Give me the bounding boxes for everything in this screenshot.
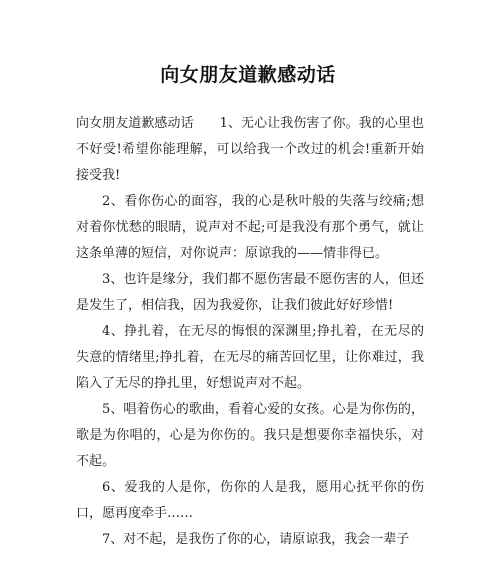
paragraph-text: 1、无心让我伤害了你。我的心里也不好受!希望你能理解，可以给我一个改过的机会!重新开始接受我! bbox=[76, 116, 424, 183]
document-title: 向女朋友道歉感动话 bbox=[160, 64, 336, 86]
paragraph-4: 4、挣扎着，在无尽的悔恨的深渊里;挣扎着，在无尽的失意的情绪里;挣扎着，在无尽的痛苦回忆里，让你难过，我陷入了无尽的挣扎里，好想说声对不起。 bbox=[76, 324, 424, 391]
lead-title: 向女朋友道歉感动话 bbox=[76, 116, 194, 131]
paragraph-7: 7、对不起，是我伤了你的心，请原谅我，我会一辈子 bbox=[102, 532, 410, 547]
paragraph-1 bbox=[76, 111, 424, 189]
paragraph-6: 6、爱我的人是你，伤你的人是我，愿用心抚平你的伤口，愿再度牵手…… bbox=[76, 480, 424, 521]
paragraph-5: 5、唱着伤心的歌曲，看着心爱的女孩。心是为你伤的，歌是为你唱的，心是为你伤的。我只是想要你幸福快乐，对不起。 bbox=[76, 402, 424, 469]
paragraph-3: 3、也许是缘分，我们都不愿伤害最不愿伤害的人，但还是发生了，相信我，因为我爱你，让我们彼此好好珍惜! bbox=[76, 272, 424, 313]
paragraph-2: 2、看你伤心的面容，我的心是秋叶般的失落与绞痛;想对着你忧愁的眼睛，说声对不起;可是我没有那个勇气，就让这条单薄的短信，对你说声：原谅我的——情非得已。 bbox=[76, 194, 424, 261]
document-body bbox=[76, 111, 424, 553]
